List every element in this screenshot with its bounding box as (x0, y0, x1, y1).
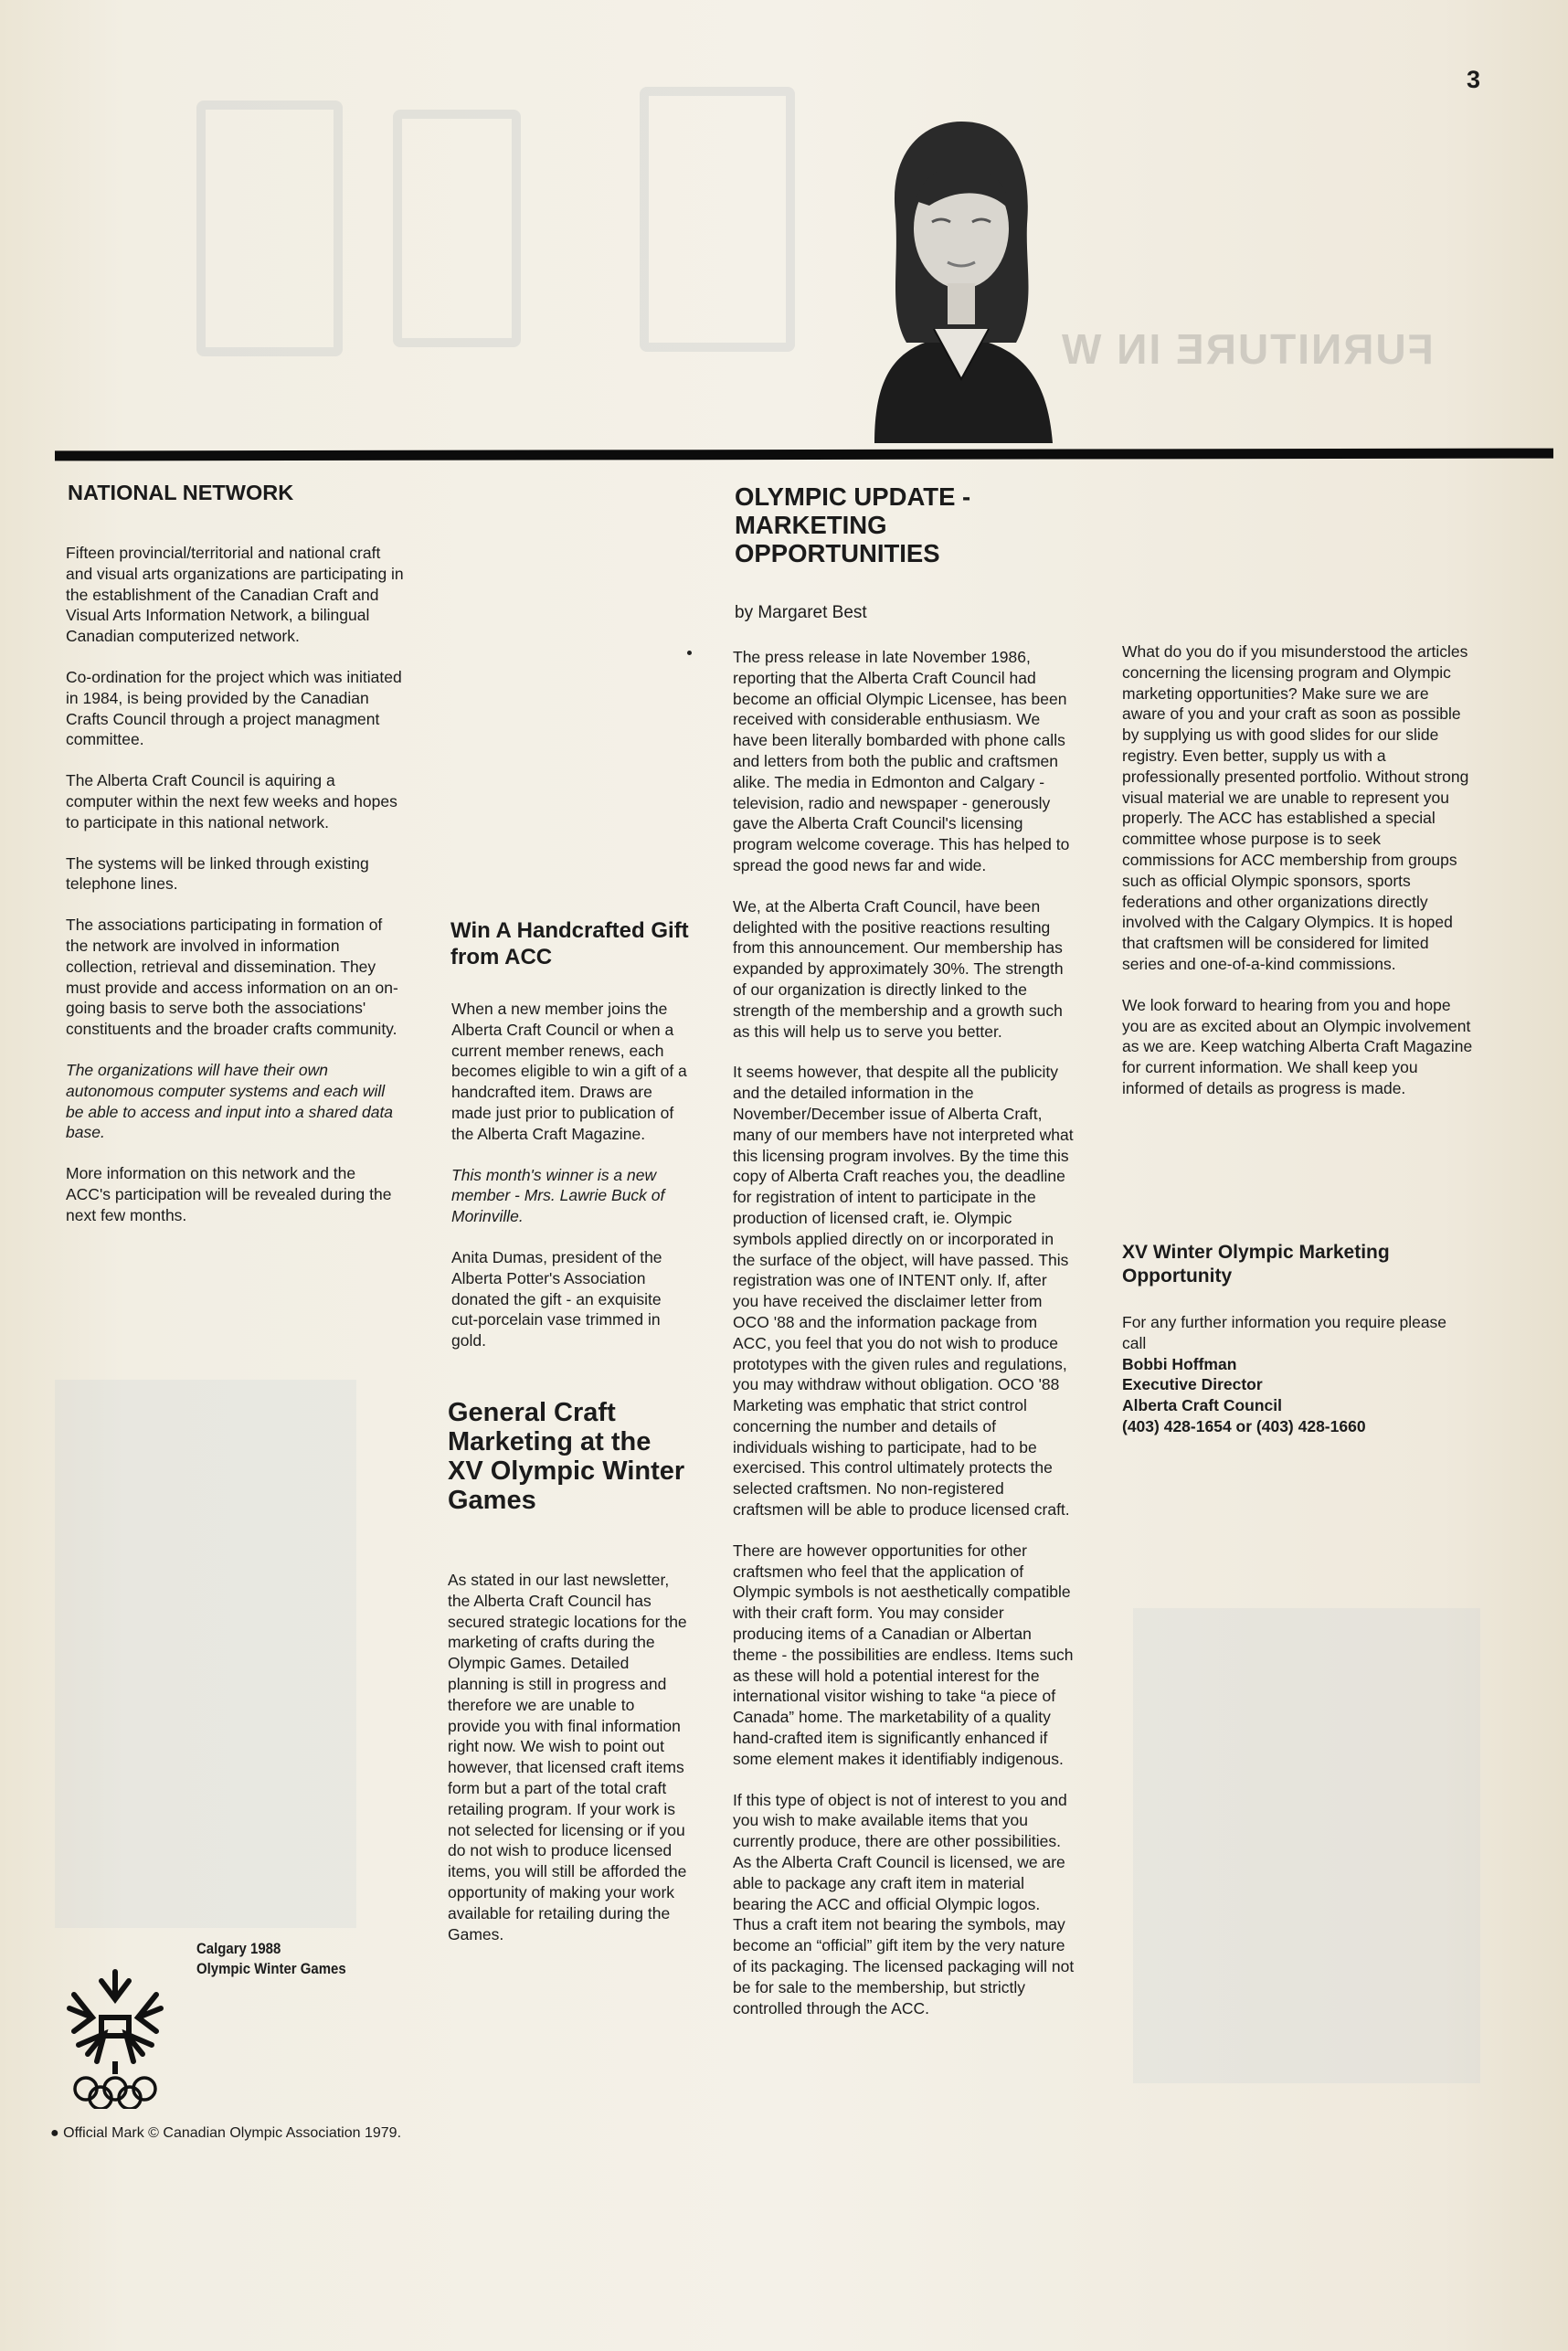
show-through-chair-3 (640, 87, 795, 352)
win-gift-heading: Win A Handcrafted Gift from ACC (450, 918, 689, 969)
general-marketing-heading: General Craft Marketing at the XV Olympic Winter Games (448, 1398, 685, 1515)
logo-caption-line2: Olympic Winter Games (196, 1960, 346, 1977)
calgary-1988-logo (60, 1963, 170, 2109)
show-through-chair-2 (393, 110, 521, 347)
paragraph: If this type of object is not of interest to you and you wish to make available items that you currently produce, there are other possibilities. As the Alberta Craft Council is licensed, we are able to package any craft item in material bearing the ACC and official Olympic logos. Thus a craft item not bearing the symbols, may become an “official” gift item by the very nature of its packaging. The licensed packaging will not be for sale to the membership, but strictly controlled through the ACC. (733, 1790, 1075, 2017)
national-network-body (66, 543, 404, 1246)
page-number: 3 (1467, 66, 1481, 93)
show-through-chair-1 (196, 101, 343, 356)
paragraph: The associations participating in formation of the network are involved in information collection, retrieval and dissemination. They must provide and access information on an on-going basis to serve both the associations' constituents and the broader crafts community. (66, 916, 398, 1039)
paragraph: We look forward to hearing from you and hope you are as excited about an Olympic involvement as we are. Keep watching Alberta Craft Magazine for current information. We shall keep you informed of details as progress is made. (1122, 995, 1473, 1097)
paragraph: It seems however, that despite all the publicity and the detailed information in the November/December issue of Alberta Craft, many of our members have not interpreted what this licensing program involves. By the time this copy of Alberta Craft reaches you, the deadline for registration of intent to participate in the production of licensed craft, ie. Olympic symbols applied directly on or incorporated in the surface of the object, will have passed. This registration was one of INTENT only. If, after you have received the disclaimer letter from OCO '88 and the information package from ACC, you feel that you do not wish to produce prototypes with the given rules and regulations, you may withdraw without obligation. OCO '88 Marketing was emphatic that strict control concerning the number and details of individuals wishing to participate, had to be exercised. This control ultimately protects the selected craftsmen. No non-registered craftsmen will be able to produce licensed craft. (733, 1063, 1074, 1520)
paragraph: As stated in our last newsletter, the Alberta Craft Council has secured strategic locations for the marketing of crafts during the Olympic Games. Detailed planning is still in progress and therefore we are unable to provide you with final information right now. We wish to point out however, that licensed craft items form but a part of the total craft retailing program. If your work is not selected for licensing or if you do not wish to produce licensed items, you will still be afforded the opportunity of making your work available for retailing during the Games. (448, 1571, 687, 1943)
paragraph: More information on this network and the ACC's participation will be revealed during the next few months. (66, 1164, 392, 1224)
official-mark-text: Official Mark © Canadian Olympic Association 1979. (63, 2125, 402, 2141)
contact-name: Bobbi Hoffman (1122, 1354, 1237, 1373)
paragraph: The press release in late November 1986, reporting that the Alberta Craft Council had become an official Olympic Licensee, has been received with considerable enthusiasm. We have been literally bombarded with phone calls and letters from both the public and craftsmen alike. The media in Edmonton and Calgary - television, radio and newspaper - generously gave the Alberta Craft Council's licensing program welcome coverage. This has helped to spread the good news far and wide. (733, 648, 1070, 874)
paragraph: Fifteen provincial/territorial and national craft and visual arts organizations are participating in the establishment of the Canadian Craft and Visual Arts Information Network, a bilingual Canadian computerized network. (66, 544, 404, 646)
paragraph: Anita Dumas, president of the Alberta Potter's Association donated the gift - an exquisite cut-porcelain vase trimmed in gold. (451, 1247, 662, 1350)
registered-mark-icon: ● (50, 2125, 59, 2141)
show-through-photo-2 (1133, 1608, 1480, 2083)
byline: by Margaret Best (735, 603, 867, 622)
olympic-update-column-1 (733, 647, 1075, 2039)
paragraph: The Alberta Craft Council is aquiring a computer within the next few weeks and hopes to participate in this national network. (66, 771, 397, 831)
logo-caption-line1: Calgary 1988 (196, 1940, 281, 1957)
national-network-heading: NATIONAL NETWORK (68, 481, 294, 504)
general-marketing-body (448, 1570, 687, 1964)
olympic-update-column-2 (1122, 641, 1473, 1119)
paragraph: Co-ordination for the project which was initiated in 1984, is being provided by the Canadian Crafts Council through a project managment committee. (66, 667, 402, 749)
logo-caption (196, 1939, 346, 1979)
dot (687, 651, 692, 655)
contact-organization: Alberta Craft Council (1122, 1396, 1283, 1415)
show-through-headline: FURNITURE IN W (1060, 325, 1434, 373)
paragraph: When a new member joins the Alberta Craft Council or when a current member renews, each becomes eligible to win a gift of a handcrafted item. Draws are made just prior to publication of the Alberta Craft Magazine. (451, 1000, 687, 1143)
paragraph: We, at the Alberta Craft Council, have been delighted with the positive reactions resulting from this announcement. Our membership has expanded by approximately 30%. The strength of our organization is directly linked to the strength of the membership and a growth such as this will help us to serve you better. (733, 896, 1064, 1041)
horizontal-rule (55, 449, 1553, 461)
author-portrait-photo (824, 114, 1089, 443)
paragraph: This month's winner is a new member - Mrs. Lawrie Buck of Morinville. (451, 1165, 665, 1226)
paragraph: There are however opportunities for other craftsmen who feel that the application of Olympic symbols is not aesthetically compatible with their craft form. You may consider producing items of a Canadian or Albertan theme - the possibilities are endless. Items such as these will hold a potential interest for the international visitor wishing to take “a piece of Canada” home. The marketability of a quality hand-crafted item is significantly enhanced if some element makes it identifiably indigenous. (733, 1541, 1074, 1768)
official-mark-notice (50, 2125, 401, 2142)
contact-intro: For any further information you require please call (1122, 1313, 1447, 1352)
show-through-photo (55, 1380, 356, 1928)
paragraph: What do you do if you misunderstood the articles concerning the licensing program and Olympic marketing opportunities? Make sure we are aware of you and your craft as soon as possible by supplying us with good slides for our slide registry. Even better, supply us with a professionally presented portfolio. Without strong visual material we are unable to represent you properly. The ACC has established a special committee whose purpose is to seek commissions for ACC membership from groups such as official Olympic sponsors, sports federations and other organizations directly involved with the Calgary Olympics. It is hoped that craftsmen will be considered for limited series and one-of-a-kind commissions. (1122, 642, 1469, 973)
olympic-update-heading: OLYMPIC UPDATE - MARKETING OPPORTUNITIES (735, 482, 971, 567)
xv-marketing-heading: XV Winter Olympic Marketing Opportunity (1122, 1242, 1390, 1287)
contact-role: Executive Director (1122, 1375, 1263, 1394)
paragraph: The organizations will have their own autonomous computer systems and each will be able to access and input into a shared data base. (66, 1060, 394, 1142)
win-gift-body (451, 999, 691, 1371)
contact-phones: (403) 428-1654 or (403) 428-1660 (1122, 1416, 1366, 1435)
paragraph: The systems will be linked through existing telephone lines. (66, 853, 369, 894)
xv-contact-block (1122, 1312, 1473, 1437)
